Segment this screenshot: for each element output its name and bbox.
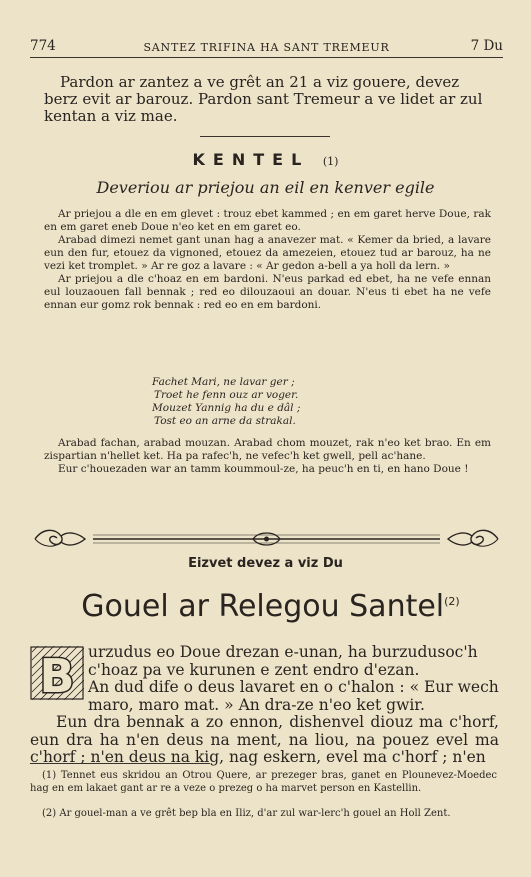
section-body — [30, 714, 499, 767]
section-title — [30, 582, 511, 627]
kentel-title: KENTEL — [192, 150, 310, 169]
kentel-paragraph: Ar priejou a dle en em glevet : trouz ebet kammed ; en em garet herve Doue, rak en em garet eneb Doue n'eo ket en em garet eo. — [44, 208, 491, 233]
opening-line: maro, maro mat. » An dra-ze n'eo ket gwir. — [88, 695, 425, 714]
closing-paragraph: Eur c'houezaden war an tamm koummoul-ze, ha peuc'h en ti, en hano Doue ! — [58, 463, 469, 475]
kentel-paragraph: Ar priejou a dle c'hoaz en em bardoni. N'eus parkad ed ebet, ha ne vefe ennan eul louzaouen fall bennak ; red eo dilouzaoui an douar. N'eus ti ebet ha ne vefe ennan eur gomz rok bennak : red eo en em bardoni. — [44, 273, 491, 311]
running-header — [30, 38, 503, 56]
footnote-text: (2) Ar gouel-man a ve grêt bep bla en Iliz, d'ar zul war-lerc'h gouel an Holl Zent. — [42, 808, 451, 819]
drop-cap-letter: B — [39, 649, 75, 700]
footnote-rule — [30, 763, 210, 764]
intro-paragraph: Pardon ar zantez a ve grêt an 21 a viz gouere, devez berz evit ar barouz. Pardon sant Tremeur a ve lidet ar zul kentan a viz mae. — [44, 73, 483, 125]
footnote-2 — [30, 808, 497, 821]
page-number: 774 — [30, 38, 56, 54]
opening-line: c'hoaz pa ve kurunen e zent endro d'ezan. — [88, 660, 420, 679]
kentel-footnote-mark: (1) — [322, 155, 339, 168]
opening-line: An dud dife o deus lavaret en o c'halon : « Eur wech — [88, 678, 499, 696]
footnote-text: (1) Tennet eus skridou an Otrou Quere, ar prezeger bras, ganet en Plounevez-Moedec hag en em lakaet gant ar re a veze o prezeg o ha marvet person en Kastellin. — [30, 770, 497, 794]
poem — [152, 376, 300, 428]
opening-line: urzudus eo Doue drezan e-unan, ha burzudusoc'h — [88, 643, 478, 661]
closing-paragraph: Arabad fachan, arabad mouzan. Arabad chom mouzet, rak n'eo ket brao. En em zispartian n'hellet ket. Ha pa rafec'h, ne vefec'h ket gwell, pell ac'hane. — [44, 437, 491, 462]
ornamental-divider — [33, 526, 500, 552]
running-title: SANTEZ TRIFINA HA SANT TREMEUR — [143, 41, 390, 54]
poem-line: Mouzet Yannig ha du e dâl ; — [152, 402, 301, 414]
kentel-heading — [0, 150, 531, 169]
divider-rule — [200, 136, 330, 137]
header-rule — [30, 57, 503, 58]
body-paragraph: Eun dra bennak a zo ennon, dishenvel diouz ma c'horf, eun dra ha n'en deus na ment, na liou, na pouez evel ma c'horf ; n'en deus na kig, nag eskern, evel ma c'horf ; n'en — [30, 713, 499, 766]
poem-line: Troet he fenn ouz ar voger. — [154, 389, 299, 401]
kentel-subtitle: Deveriou ar priejou an eil en kenver egile — [96, 178, 435, 197]
footnote-1 — [30, 770, 497, 795]
month-marker: 7 Du — [470, 38, 503, 54]
section-footnote-mark: (2) — [444, 595, 460, 608]
closing-text — [44, 437, 491, 476]
section-opening — [30, 644, 499, 714]
section-title-text: Gouel ar Relegou Santel — [81, 589, 445, 624]
section-date-heading: Eizvet devez a viz Du — [188, 556, 343, 571]
poem-line: Fachet Mari, ne lavar ger ; — [152, 376, 295, 388]
poem-line: Tost eo an arne da strakal. — [154, 415, 296, 427]
kentel-paragraph: Arabad dimezi nemet gant unan hag a anavezer mat. « Kemer da bried, a lavare eun den fur, etouez da vignoned, etouez da amezeien, etouez tud ar barouz, ha ne vezi ket tromplet. » Ar re goz a lavare : « Ar gedon a-bell a ya holl da lern. » — [44, 234, 491, 272]
kentel-text — [44, 208, 491, 312]
